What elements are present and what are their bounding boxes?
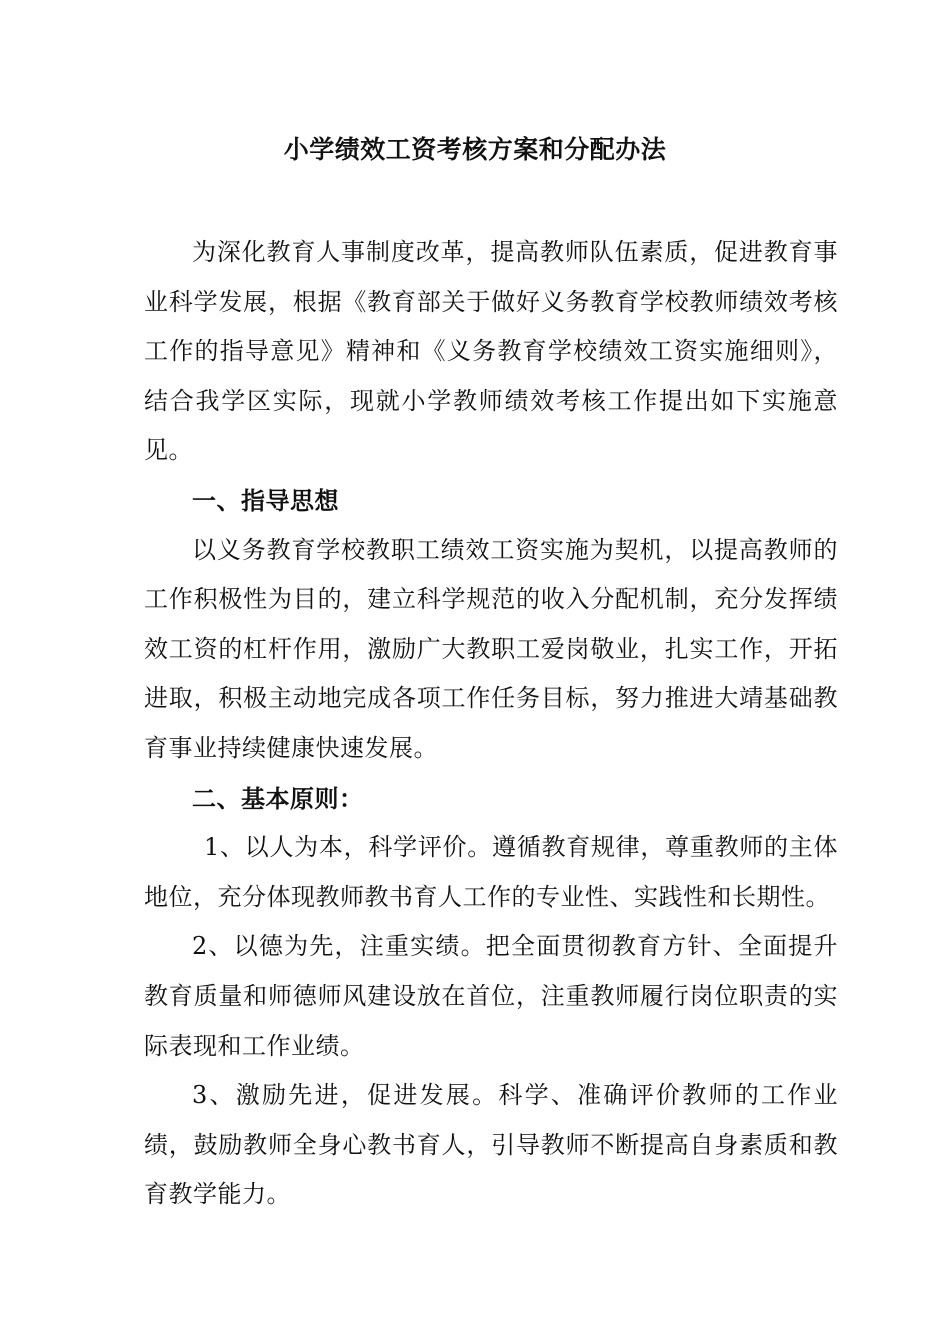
section-heading-guiding-thought: 一、指导思想 [192,485,339,515]
document-body [144,228,838,1220]
document-title: 小学绩效工资考核方案和分配办法 [283,135,667,164]
section-heading-basic-principles: 二、基本原则： [192,783,364,813]
intro-paragraph: 为深化教育人事制度改革，提高教师队伍素质，促进教育事业科学发展，根据《教育部关于做好义务教育学校教师绩效考核工作的指导意见》精神和《义务教育学校绩效工资实施细则》，结合我学区实际，现就小学教师绩效考核工作提出如下实施意见。 [144,238,838,465]
principle-1-paragraph: 1、以人为本，科学评价。遵循教育规律，尊重教师的主体地位，充分体现教师教书育人工作的专业性、实践性和长期性。 [144,833,838,911]
principle-3-paragraph: 3、激励先进，促进发展。科学、准确评价教师的工作业绩，鼓励教师全身心教书育人，引导教师不断提高自身素质和教育教学能力。 [144,1081,838,1209]
principle-2-paragraph: 2、以德为先，注重实绩。把全面贯彻教育方针、全面提升教育质量和师德师风建设放在首位，注重教师履行岗位职责的实际表现和工作业绩。 [144,932,838,1060]
guiding-thought-paragraph: 以义务教育学校教职工绩效工资实施为契机，以提高教师的工作积极性为目的，建立科学规范的收入分配机制，充分发挥绩效工资的杠杆作用，激励广大教职工爱岗敬业，扎实工作，开拓进取，积极主动地完成各项工作任务目标，努力推进大靖基础教育事业持续健康快速发展。 [144,535,838,762]
